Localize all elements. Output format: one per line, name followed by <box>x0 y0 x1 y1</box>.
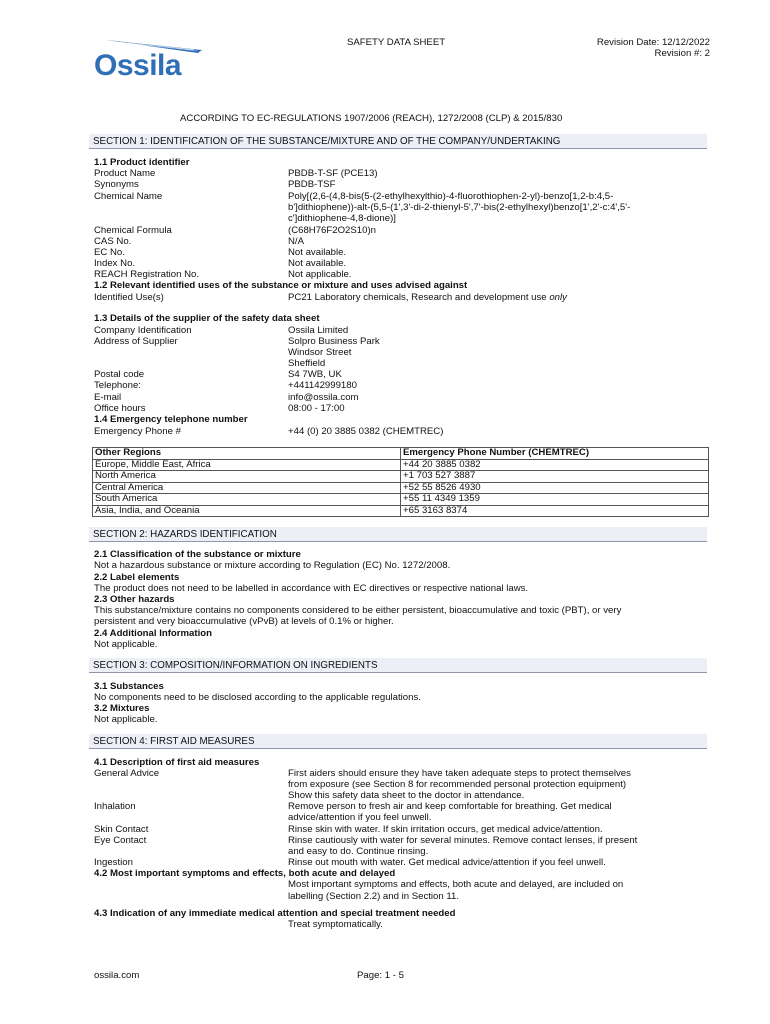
revision-date: Revision Date: 12/12/2022 <box>596 37 710 48</box>
address-label: Address of Supplier <box>94 336 178 347</box>
ingestion-label: Ingestion <box>94 857 133 868</box>
telephone-value: +441142999180 <box>288 380 357 391</box>
phone-cell: +55 11 4349 1359 <box>401 494 709 506</box>
eye-contact-line-2: and easy to do. Continue rinsing. <box>288 846 429 857</box>
company-label: Company Identification <box>94 325 192 336</box>
document-title: SAFETY DATA SHEET <box>347 37 446 48</box>
logo-text: Ossila <box>94 49 182 82</box>
formula-label: Chemical Formula <box>94 225 172 236</box>
office-hours-value: 08:00 - 17:00 <box>288 403 345 414</box>
postal-label: Postal code <box>94 369 145 380</box>
section-4-heading: SECTION 4: FIRST AID MEASURES <box>89 734 707 749</box>
text-2-3-line-1: This substance/mixture contains no components considered to be either persistent, bioaccumulative and toxic (PBT), or very <box>94 605 622 616</box>
address-line-1: Solpro Business Park <box>288 336 380 347</box>
subsection-3-2: 3.2 Mixtures <box>94 703 150 714</box>
reach-value: Not applicable. <box>288 269 352 280</box>
emergency-phone-label: Emergency Phone # <box>94 426 181 437</box>
reach-label: REACH Registration No. <box>94 269 200 280</box>
region-cell: Central America <box>93 482 401 494</box>
office-hours-label: Office hours <box>94 403 146 414</box>
general-advice-line-1: First aiders should ensure they have taken adequate steps to protect themselves <box>288 768 631 779</box>
regulation-line: ACCORDING TO EC-REGULATIONS 1907/2006 (REACH), 1272/2008 (CLP) & 2015/830 <box>180 113 563 124</box>
index-label: Index No. <box>94 258 136 269</box>
text-3-1: No components need to be disclosed according to the applicable regulations. <box>94 692 421 703</box>
subsection-3-1: 3.1 Substances <box>94 681 164 692</box>
emergency-regions-table <box>92 447 709 517</box>
subsection-4-2: 4.2 Most important symptoms and effects, both acute and delayed <box>94 868 396 879</box>
subsection-2-3: 2.3 Other hazards <box>94 594 175 605</box>
subsection-1-4: 1.4 Emergency telephone number <box>94 414 248 425</box>
text-2-3-line-2: persistent and very bioaccumulative (vPvB) at levels of 0.1% or higher. <box>94 616 394 627</box>
footer-site: ossila.com <box>94 970 140 981</box>
general-advice-line-2: from exposure (see Section 8 for recommended personal protection equipment) <box>288 779 627 790</box>
general-advice-line-3: Show this safety data sheet to the doctor in attendance. <box>288 790 525 801</box>
text-4-2-line-2: labelling (Section 2.2) and in Section 11. <box>288 891 460 902</box>
table-row <box>93 459 709 471</box>
text-4-3: Treat symptomatically. <box>288 919 383 930</box>
product-name-value: PBDB-T-SF (PCE13) <box>288 168 378 179</box>
subsection-1-3: 1.3 Details of the supplier of the safety data sheet <box>94 313 320 324</box>
email-label: E-mail <box>94 392 122 403</box>
skin-contact-value: Rinse skin with water. If skin irritation occurs, get medical advice/attention. <box>288 824 603 835</box>
subsection-2-2: 2.2 Label elements <box>94 572 180 583</box>
inhalation-line-2: advice/attention if you feel unwell. <box>288 812 432 823</box>
phone-cell: +52 55 8526 4930 <box>401 482 709 494</box>
product-name-label: Product Name <box>94 168 156 179</box>
synonyms-label: Synonyms <box>94 179 139 190</box>
ec-value: Not available. <box>288 247 347 258</box>
region-cell: North America <box>93 471 401 483</box>
cas-value: N/A <box>288 236 304 247</box>
general-advice-label: General Advice <box>94 768 160 779</box>
phone-cell: +65 3163 8374 <box>401 505 709 517</box>
index-value: Not available. <box>288 258 347 269</box>
chemical-name-line-2: b']dithiophene))-alt-(5,5-(1',3'-di-2-thienyl-5',7'-bis(2-ethylhexyl)benzo[1',2'-c:4',5'- <box>288 202 631 213</box>
eye-contact-label: Eye Contact <box>94 835 147 846</box>
ingestion-value: Rinse out mouth with water. Get medical advice/attention if you feel unwell. <box>288 857 606 868</box>
text-4-2-line-1: Most important symptoms and effects, both acute and delayed, are included on <box>288 879 624 890</box>
revision-number: Revision #: 2 <box>654 48 710 59</box>
section-2-heading: SECTION 2: HAZARDS IDENTIFICATION <box>89 527 707 542</box>
inhalation-label: Inhalation <box>94 801 136 812</box>
region-cell: Europe, Middle East, Africa <box>93 459 401 471</box>
email-value[interactable]: info@ossila.com <box>288 392 359 403</box>
phone-cell: +1 703 527 3887 <box>401 471 709 483</box>
text-2-1: Not a hazardous substance or mixture according to Regulation (EC) No. 1272/2008. <box>94 560 451 571</box>
subsection-2-1: 2.1 Classification of the substance or mixture <box>94 549 301 560</box>
ec-label: EC No. <box>94 247 125 258</box>
section-1-heading: SECTION 1: IDENTIFICATION OF THE SUBSTANCE/MIXTURE AND OF THE COMPANY/UNDERTAKING <box>89 134 707 149</box>
table-header-cell: Other Regions <box>93 448 401 460</box>
text-2-2: The product does not need to be labelled in accordance with EC directives or respective national laws. <box>94 583 529 594</box>
cas-label: CAS No. <box>94 236 132 247</box>
subsection-1-1: 1.1 Product identifier <box>94 157 190 168</box>
table-row <box>93 482 709 494</box>
emergency-phone-value: +44 (0) 20 3885 0382 (CHEMTREC) <box>288 426 444 437</box>
chemical-name-line-3: c']dithiophene-4,8-dione)] <box>288 213 396 224</box>
region-cell: Asia, India, and Oceania <box>93 505 401 517</box>
uses-only-text: only <box>549 292 567 303</box>
telephone-label: Telephone: <box>94 380 141 391</box>
table-header-cell: Emergency Phone Number (CHEMTREC) <box>401 448 709 460</box>
subsection-4-3: 4.3 Indication of any immediate medical attention and special treatment needed <box>94 908 456 919</box>
table-row <box>93 494 709 506</box>
subsection-1-2: 1.2 Relevant identified uses of the substance or mixture and uses advised against <box>94 280 468 291</box>
address-line-3: Sheffield <box>288 358 326 369</box>
identified-uses-value <box>288 292 708 303</box>
chemical-name-line-1: Poly[(2,6-(4,8-bis(5-(2-ethylhexylthio)-4-fluorothiophen-2-yl)-benzo[1,2-b:4,5- <box>288 191 614 202</box>
table-header-row <box>93 448 709 460</box>
subsection-4-1: 4.1 Description of first aid measures <box>94 757 260 768</box>
uses-text: PC21 Laboratory chemicals, Research and development use <box>288 292 550 303</box>
footer-page-number: Page: 1 - 5 <box>357 970 404 981</box>
synonyms-value: PBDB-TSF <box>288 179 336 190</box>
section-3-heading: SECTION 3: COMPOSITION/INFORMATION ON INGREDIENTS <box>89 658 707 673</box>
inhalation-line-1: Remove person to fresh air and keep comfortable for breathing. Get medical <box>288 801 612 812</box>
eye-contact-line-1: Rinse cautiously with water for several minutes. Remove contact lenses, if present <box>288 835 638 846</box>
skin-contact-label: Skin Contact <box>94 824 149 835</box>
text-2-4: Not applicable. <box>94 639 158 650</box>
region-cell: South America <box>93 494 401 506</box>
phone-cell: +44 20 3885 0382 <box>401 459 709 471</box>
address-line-2: Windsor Street <box>288 347 352 358</box>
table-row <box>93 471 709 483</box>
subsection-2-4: 2.4 Additional Information <box>94 628 212 639</box>
company-value: Ossila Limited <box>288 325 349 336</box>
formula-value: (C68H76F2O2S10)n <box>288 225 376 236</box>
text-3-2: Not applicable. <box>94 714 158 725</box>
table-row <box>93 505 709 517</box>
chemical-name-label: Chemical Name <box>94 191 163 202</box>
identified-uses-label: Identified Use(s) <box>94 292 164 303</box>
postal-value: S4 7WB, UK <box>288 369 342 380</box>
